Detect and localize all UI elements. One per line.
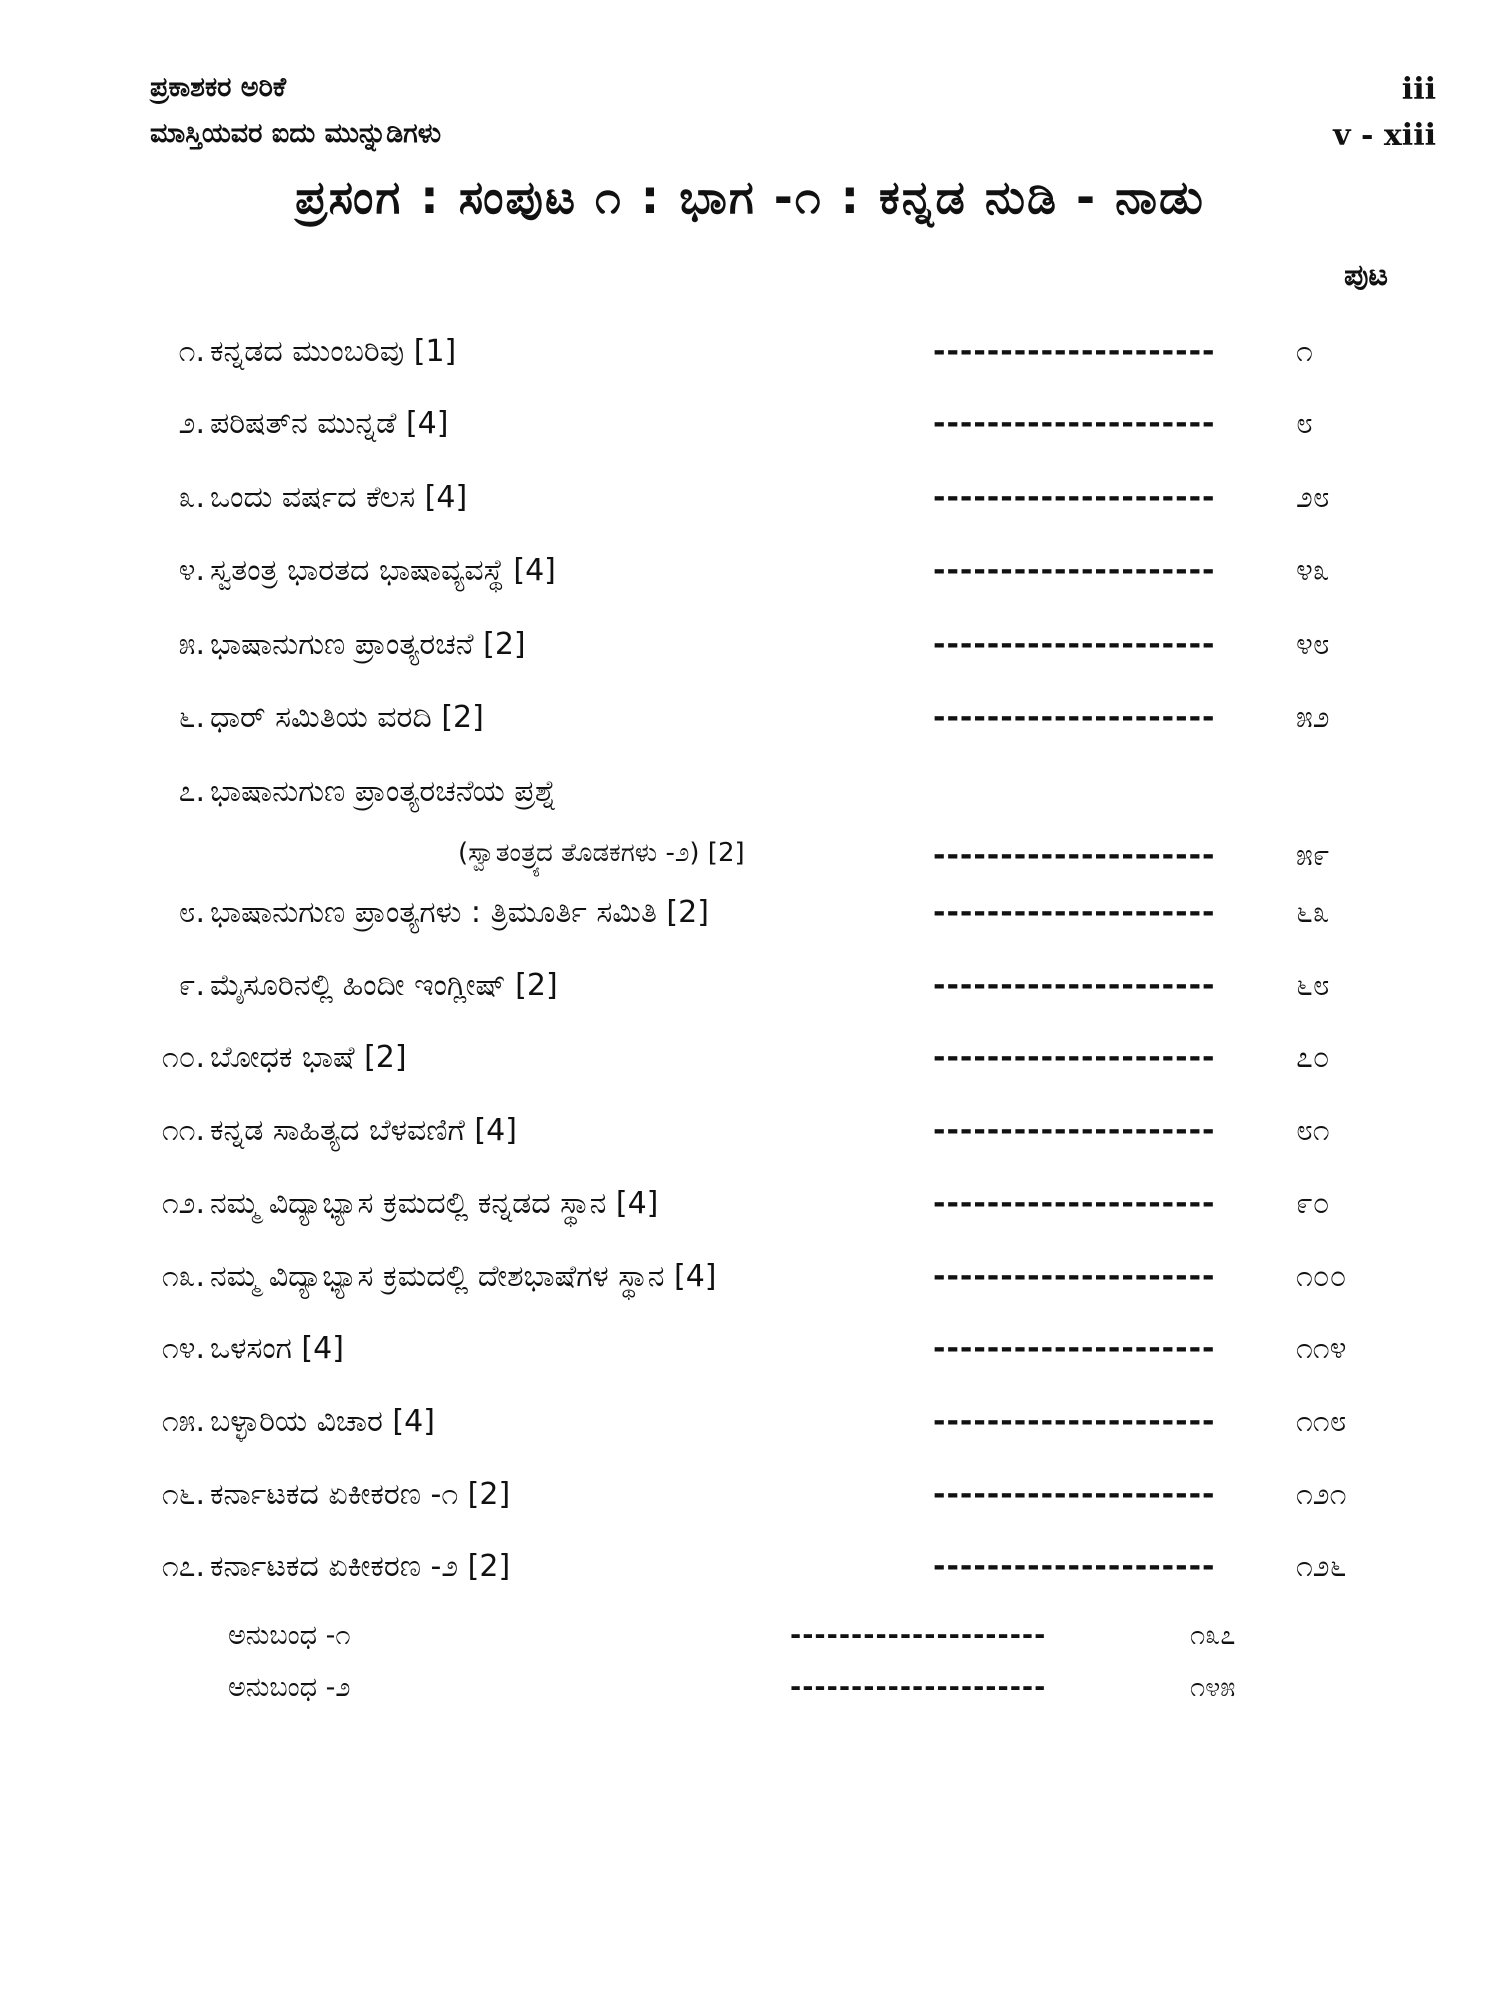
entry-number: ೪. [178,553,205,588]
dash-leader: --------------------- [933,1186,1216,1221]
entry-title: ಬೋಧಕ ಭಾಷೆ [2] [210,1040,407,1075]
dash-leader: --------------------- [933,627,1216,662]
contents-entry [0,627,1500,677]
contents-entry [0,838,1500,888]
dash-leader: --------------------- [933,1331,1216,1366]
entry-number: ೧೦. [161,1040,205,1075]
entry-number: ೧೩. [161,1259,205,1294]
entry-page: ೬೮ [1296,968,1330,1003]
dash-leader: --------------------- [933,1113,1216,1148]
entry-title: ಸ್ವತಂತ್ರ ಭಾರತದ ಭಾಷಾವ್ಯವಸ್ಥೆ [4] [210,553,556,588]
contents-entry [0,553,1500,603]
front-matter-page: v - xiii [1333,118,1436,153]
entry-title: ಕರ್ನಾಟಕದ ಏಕೀಕರಣ -೧ [2] [210,1477,511,1512]
dash-leader: --------------------- [933,1477,1216,1512]
front-matter-label: ಪ್ರಕಾಶಕರ ಅರಿಕೆ [150,72,287,103]
entry-page: ೬೩ [1296,895,1330,930]
entry-number: ೧. [178,334,205,369]
entry-title: ಕನ್ನಡ ಸಾಹಿತ್ಯದ ಬೆಳವಣಿಗೆ [4] [210,1113,517,1148]
entry-page: ೮ [1296,406,1313,441]
entry-page: ೧೧೮ [1296,1404,1347,1439]
entry-page: ೪೮ [1296,627,1330,662]
dash-leader: --------------------- [933,1040,1216,1075]
entry-page: ೯೦ [1296,1186,1330,1221]
entry-page: ೫೨ [1296,700,1330,735]
entry-page: ೧೨೬ [1296,1549,1347,1584]
entry-title: ಒಳಸಂಗ [4] [210,1331,344,1366]
front-matter-page: iii [1401,72,1436,107]
entry-number: ೫. [178,627,205,662]
dash-leader: --------------------- [933,553,1216,588]
entry-page: ೭೦ [1296,1040,1330,1075]
entry-number: ೧೪. [161,1331,205,1366]
entry-title: ಕನ್ನಡದ ಮುಂಬರಿವು [1] [210,334,457,369]
contents-entry [0,406,1500,456]
dash-leader: --------------------- [933,334,1216,369]
dash-leader: --------------------- [933,895,1216,930]
contents-entry [0,895,1500,945]
dash-leader: --------------------- [933,838,1216,873]
entry-title: ಭಾಷಾನುಗುಣ ಪ್ರಾಂತ್ಯರಚನೆ [2] [210,627,526,662]
entry-title: ಕರ್ನಾಟಕದ ಏಕೀಕರಣ -೨ [2] [210,1549,511,1584]
dash-leader: --------------------- [933,1259,1216,1294]
entry-page: ೪೩ [1296,553,1330,588]
contents-entry [0,1404,1500,1454]
dash-leader: --------------------- [790,1672,1047,1703]
section-heading: ಪ್ರಸಂಗ : ಸಂಪುಟ ೧ : ಭಾಗ -೧ : ಕನ್ನಡ ನುಡಿ - ನಾಡು [295,170,1205,224]
entry-number: ೧೬. [161,1477,205,1512]
contents-entry [0,1259,1500,1309]
contents-entry [0,1186,1500,1236]
entry-title: ನಮ್ಮ ವಿದ್ಯಾಭ್ಯಾಸ ಕ್ರಮದಲ್ಲಿ ದೇಶಭಾಷೆಗಳ ಸ್ಥಾನ [4] [210,1259,717,1294]
contents-entry [0,968,1500,1018]
entry-number: ೨. [178,406,205,441]
page-column-label: ಪುಟ [1343,258,1388,293]
entry-number: ೧೧. [161,1113,205,1148]
contents-entry [0,1113,1500,1163]
entry-page: ೧ [1296,334,1313,369]
entry-title: ಧಾರ್ ಸಮಿತಿಯ ವರದಿ [2] [210,700,484,735]
appendix-page: ೧೩೭ [1190,1620,1236,1651]
entry-title: ಮೈಸೂರಿನಲ್ಲಿ ಹಿಂದೀ ಇಂಗ್ಲೀಷ್ [2] [210,968,558,1003]
appendix-label: ಅನುಬಂಧ -೨ [228,1672,351,1703]
entry-page: ೮೧ [1296,1113,1330,1148]
entry-page: ೧೦೦ [1296,1259,1347,1294]
dash-leader: --------------------- [933,1404,1216,1439]
entry-page: ೨೮ [1296,480,1330,515]
entry-title: ಬಳ್ಳಾರಿಯ ವಿಚಾರ [4] [210,1404,435,1439]
entry-number: ೬. [178,700,205,735]
dash-leader: --------------------- [933,480,1216,515]
contents-entry [0,700,1500,750]
entry-number: ೧೫. [161,1404,205,1439]
contents-entry [0,1040,1500,1090]
contents-entry [0,1477,1500,1527]
entry-page: ೧೧೪ [1296,1331,1347,1366]
entry-number: ೮. [178,895,205,930]
entry-title: ಒಂದು ವರ್ಷದ ಕೆಲಸ [4] [210,480,468,515]
appendix-label: ಅನುಬಂಧ -೧ [228,1620,351,1651]
front-matter-label: ಮಾಸ್ತಿಯವರ ಐದು ಮುನ್ನುಡಿಗಳು [150,118,442,149]
appendix-page: ೧೪೫ [1190,1672,1236,1703]
dash-leader: --------------------- [933,406,1216,441]
entry-page: ೫೯ [1296,838,1330,873]
contents-entry [0,1331,1500,1381]
contents-entry [0,334,1500,384]
entry-title: ನಮ್ಮ ವಿದ್ಯಾಭ್ಯಾಸ ಕ್ರಮದಲ್ಲಿ ಕನ್ನಡದ ಸ್ಥಾನ [4] [210,1186,659,1221]
entry-title: ಭಾಷಾನುಗುಣ ಪ್ರಾಂತ್ಯರಚನೆಯ ಪ್ರಶ್ನೆ [210,774,557,809]
dash-leader: --------------------- [933,700,1216,735]
entry-number: ೩. [178,480,205,515]
contents-entry [0,774,1500,824]
dash-leader: --------------------- [933,1549,1216,1584]
entry-title: ಪರಿಷತ್‌ನ ಮುನ್ನಡೆ [4] [210,406,449,441]
entry-number: ೯. [178,968,205,1003]
contents-entry [0,480,1500,530]
entry-page: ೧೨೧ [1296,1477,1347,1512]
entry-number: ೧೭. [161,1549,205,1584]
entry-number: ೭. [178,774,205,809]
dash-leader: --------------------- [790,1620,1047,1651]
dash-leader: --------------------- [933,968,1216,1003]
entry-number: ೧೨. [161,1186,205,1221]
contents-entry [0,1549,1500,1599]
entry-title: (ಸ್ವಾತಂತ್ರ್ಯದ ತೊಡಕಗಳು -೨) [2] [458,838,745,868]
entry-title: ಭಾಷಾನುಗುಣ ಪ್ರಾಂತ್ಯಗಳು : ತ್ರಿಮೂರ್ತಿ ಸಮಿತಿ [2] [210,895,709,930]
